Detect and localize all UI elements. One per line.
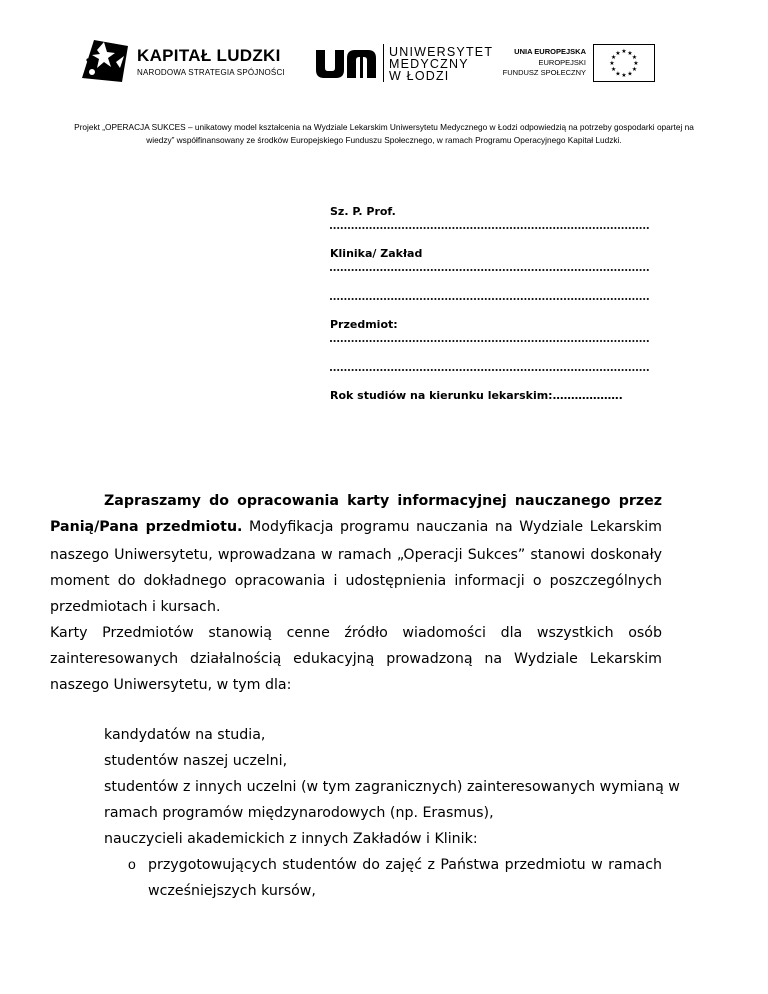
subject-label: Przedmiot: xyxy=(330,318,398,331)
subject-field-line-2[interactable] xyxy=(330,368,650,372)
kapital-ludzki-mark-icon xyxy=(80,38,130,84)
dept-field-line-1[interactable] xyxy=(330,268,650,272)
list-item-our-students: studentów naszej uczelni, xyxy=(104,753,288,769)
intro-rest-2: Modyfikacja programu nauczania na Wydziale Lekarskim xyxy=(242,519,662,535)
year-label: Rok studiów na kierunku lekarskim:………………. xyxy=(330,389,623,402)
kapital-ludzki-subtitle: NARODOWA STRATEGIA SPÓJNOŚCI xyxy=(137,68,285,77)
body-line-6: Karty Przedmiotów stanowią cenne źródło wiadomości dla wszystkich osób xyxy=(50,625,662,641)
eu-star-icon: ★ xyxy=(633,60,639,68)
intro-line-1 xyxy=(104,492,662,511)
body-line-7: zainteresowanych działalnością edukacyjną prowadzoną na Wydziale Lekarskim xyxy=(50,651,662,667)
project-note: Projekt „OPERACJA SUKCES – unikatowy model kształcenia na Wydziale Lekarskim Uniwersytetu Medycznego w Łodzi odpowiedzią na potrzeby gospodarki opartej na wiedzy” współfinansowany ze środków Europejskiego Funduszu Społecznego, w ramach Programu Operacyjnego Kapitał Ludzki. xyxy=(74,122,694,145)
eu-star-icon: ★ xyxy=(610,54,617,62)
eu-text-line-1: UNIA EUROPEJSKA xyxy=(514,47,586,56)
subject-field-line-1[interactable] xyxy=(330,339,650,343)
eu-star-icon: ★ xyxy=(610,66,617,74)
eu-text-line-3: FUNDUSZ SPOŁECZNY xyxy=(502,68,586,77)
dept-field-line-2[interactable] xyxy=(330,297,650,301)
prof-label: Sz. P. Prof. xyxy=(330,205,396,218)
eu-star-icon: ★ xyxy=(627,70,633,78)
university-name-line-2: MEDYCZNY xyxy=(389,57,469,71)
intro-bold-2: Panią/Pana przedmiotu. xyxy=(50,519,243,535)
eu-star-icon: ★ xyxy=(621,48,627,56)
list-item-candidates: kandydatów na studia, xyxy=(104,727,266,743)
body-line-8: naszego Uniwersytetu, w tym dla: xyxy=(50,677,292,693)
body-line-4: moment do dokładnego opracowania i udostępnienia informacji o poszczególnych xyxy=(50,573,662,589)
prof-field[interactable] xyxy=(330,226,650,230)
sub-bullet: o xyxy=(128,856,136,872)
eu-star-icon: ★ xyxy=(609,60,615,68)
eu-flag-icon xyxy=(593,44,655,82)
eu-text xyxy=(496,47,586,79)
university-logo-divider xyxy=(383,44,384,82)
eu-star-icon: ★ xyxy=(627,49,633,57)
kapital-ludzki-logo xyxy=(80,38,285,84)
list-item-exchange-line-1: studentów z innych uczelni (w tym zagranicznych) zainteresowanych wymianą w xyxy=(104,779,680,795)
sub-item-line-1: przygotowujących studentów do zajęć z Państwa przedmiotu w ramach xyxy=(148,857,662,873)
sub-item-line-2: wcześniejszych kursów, xyxy=(148,883,316,899)
university-name xyxy=(389,46,493,82)
university-name-line-3: W ŁODZI xyxy=(389,69,450,83)
dept-label: Klinika/ Zakład xyxy=(330,247,423,260)
university-logo xyxy=(316,44,494,84)
um-mark-icon xyxy=(316,50,376,78)
list-item-exchange-line-2: ramach programów międzynarodowych (np. Erasmus), xyxy=(104,805,494,821)
eu-star-icon: ★ xyxy=(621,72,627,80)
body-line-5: przedmiotach i kursach. xyxy=(50,599,221,615)
eu-star-icon: ★ xyxy=(615,49,621,57)
eu-logo xyxy=(496,43,662,83)
eu-text-line-2: EUROPEJSKI xyxy=(538,57,586,67)
eu-star-icon: ★ xyxy=(631,66,638,74)
eu-star-icon: ★ xyxy=(615,70,621,78)
kapital-ludzki-title: KAPITAŁ LUDZKI xyxy=(137,46,281,65)
eu-star-icon: ★ xyxy=(631,54,638,62)
intro-line-2 xyxy=(50,518,662,537)
body-line-3: naszego Uniwersytetu, wprowadzana w ramach „Operacji Sukces” stanowi doskonały xyxy=(50,547,662,563)
intro-bold-1: Zapraszamy do opracowania karty informacyjnej nauczanego przez xyxy=(104,493,662,509)
list-item-teachers: nauczycieli akademickich z innych Zakładów i Klinik: xyxy=(104,831,478,847)
university-name-line-1: UNIWERSYTET xyxy=(389,45,494,59)
